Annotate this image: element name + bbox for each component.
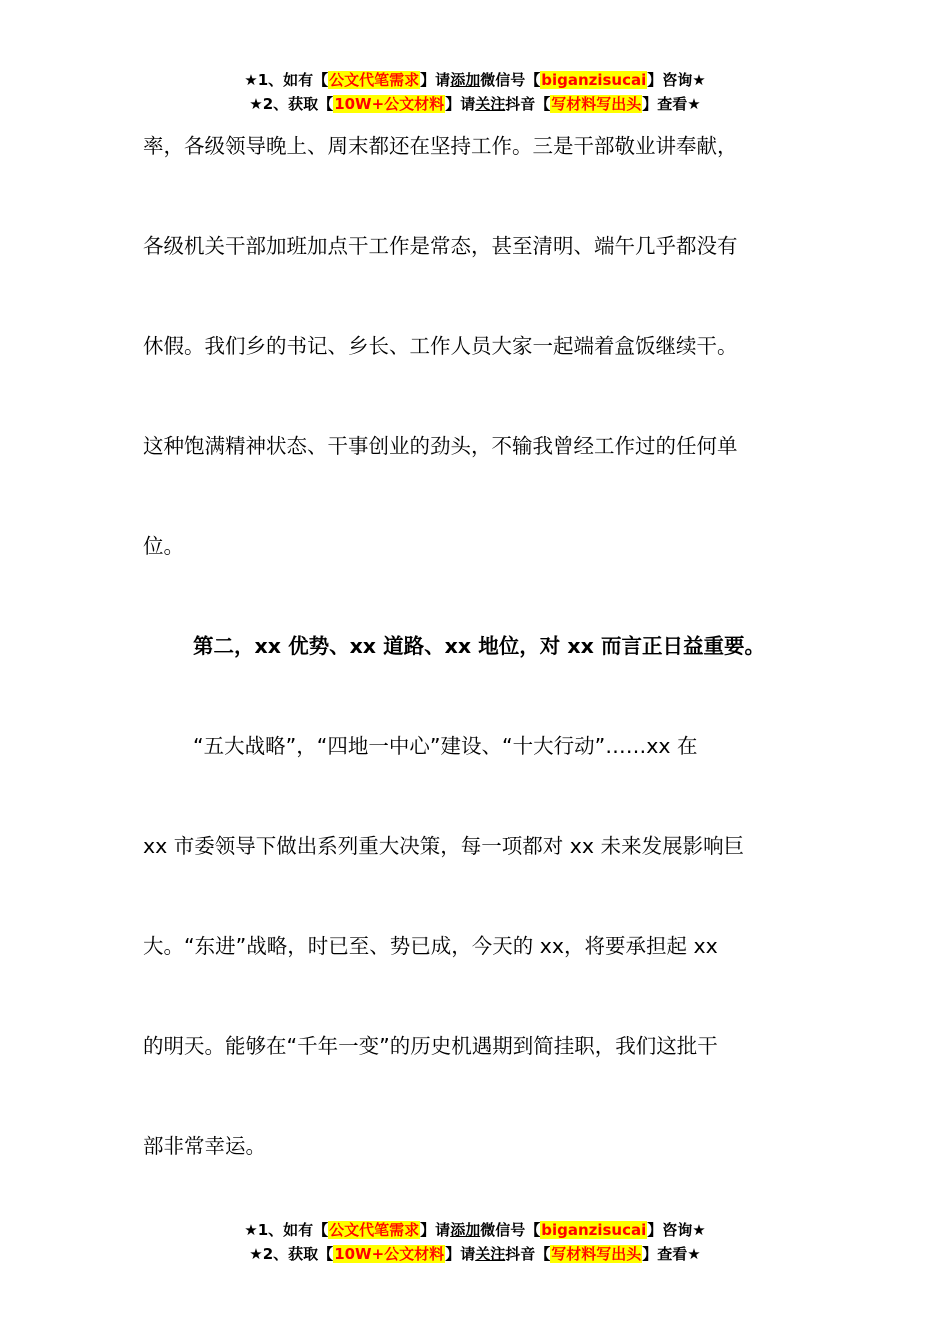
banner-text: ★1、如有【 bbox=[244, 71, 329, 89]
banner-underlined-text: 添加 bbox=[450, 71, 481, 89]
banner-text: 】请 bbox=[420, 1221, 451, 1239]
banner-line-2 bbox=[0, 1242, 950, 1266]
banner-text: ★1、如有【 bbox=[244, 1221, 329, 1239]
text-line: 位。 bbox=[143, 534, 184, 558]
section-heading: 第二，xx 优势、xx 道路、xx 地位，对 xx 而言正日益重要。 bbox=[193, 634, 765, 658]
banner-text: ★2、获取【 bbox=[249, 1245, 334, 1263]
text-line: 率，各级领导晚上、周末都还在坚持工作。三是干部敬业讲奉献， bbox=[143, 134, 738, 158]
banner-highlight: 写材料写出头 bbox=[551, 95, 642, 113]
banner-text: 微信号【 bbox=[480, 71, 541, 89]
banner-text: ★2、获取【 bbox=[249, 95, 334, 113]
text-line: 这种饱满精神状态、干事创业的劲头，不输我曾经工作过的任何单 bbox=[143, 434, 738, 458]
banner-text: 】咨询★ bbox=[647, 71, 706, 89]
banner-highlight: 公文代笔需求 bbox=[329, 71, 420, 89]
banner-underlined-text: 添加 bbox=[450, 1221, 481, 1239]
banner-text: 】查看★ bbox=[642, 95, 701, 113]
text-line: 各级机关干部加班加点干工作是常态，甚至清明、端午几乎都没有 bbox=[143, 234, 738, 258]
footer-banner bbox=[0, 1218, 950, 1266]
banner-text: 】查看★ bbox=[642, 1245, 701, 1263]
document-body bbox=[143, 96, 807, 1196]
banner-text: 抖音【 bbox=[505, 1245, 551, 1263]
banner-text: 】请 bbox=[445, 95, 476, 113]
banner-highlight: 写材料写出头 bbox=[551, 1245, 642, 1263]
text-line: 部非常幸运。 bbox=[143, 1134, 266, 1158]
banner-underlined-text: 关注 bbox=[475, 1245, 506, 1263]
banner-text: 】咨询★ bbox=[647, 1221, 706, 1239]
banner-highlight: biganzisucai bbox=[541, 1221, 647, 1239]
text-line: 大。“东进”战略，时已至、势已成，今天的 xx，将要承担起 xx bbox=[143, 934, 718, 958]
banner-text: 】请 bbox=[420, 71, 451, 89]
banner-highlight: biganzisucai bbox=[541, 71, 647, 89]
banner-highlight: 10W+公文材料 bbox=[334, 95, 445, 113]
banner-text: 微信号【 bbox=[480, 1221, 541, 1239]
text-line: xx 市委领导下做出系列重大决策，每一项都对 xx 未来发展影响巨 bbox=[143, 834, 745, 858]
text-line: “五大战略”，“四地一中心”建设、“十大行动”……xx 在 bbox=[193, 734, 698, 758]
text-line: 休假。我们乡的书记、乡长、工作人员大家一起端着盒饭继续干。 bbox=[143, 334, 738, 358]
banner-line-1 bbox=[0, 1218, 950, 1242]
banner-line-1 bbox=[0, 68, 950, 92]
banner-underlined-text: 关注 bbox=[475, 95, 506, 113]
banner-highlight: 10W+公文材料 bbox=[334, 1245, 445, 1263]
banner-text: 】请 bbox=[445, 1245, 476, 1263]
text-line: 的明天。能够在“千年一变”的历史机遇期到简挂职，我们这批干 bbox=[143, 1034, 718, 1058]
banner-text: 抖音【 bbox=[505, 95, 551, 113]
banner-highlight: 公文代笔需求 bbox=[329, 1221, 420, 1239]
